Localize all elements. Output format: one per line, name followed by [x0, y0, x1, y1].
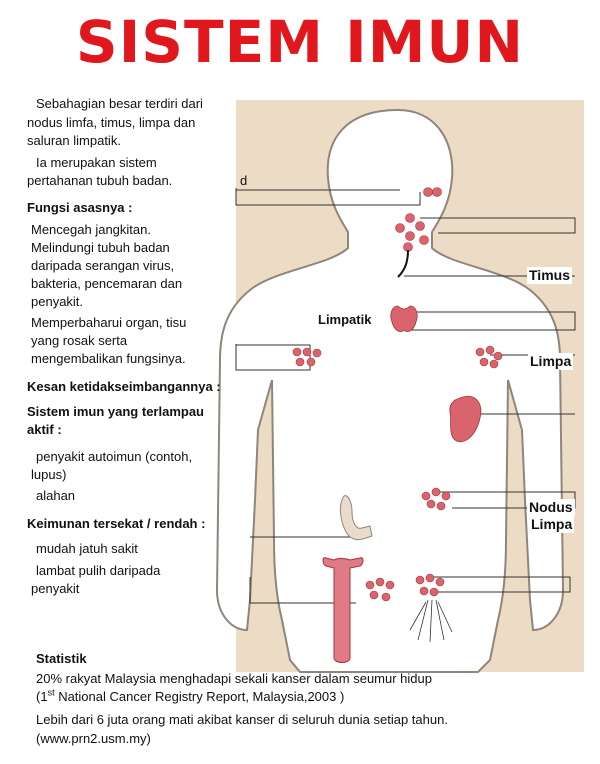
- kesan-heading: Kesan ketidakseimbangannya :: [27, 379, 221, 394]
- statistik-line-2: [36, 688, 344, 706]
- fungsi-line: mengembalikan fungsinya.: [31, 351, 186, 366]
- label-limpa-nodus: Limpa: [531, 516, 573, 532]
- intro-line-2: nodus limfa, timus, limpa dan: [27, 115, 196, 130]
- statistik-line-2-sup: st: [47, 687, 55, 698]
- kesan-subheading: Sistem imun yang terlampau: [27, 404, 204, 419]
- statistik-line-3: Lebih dari 6 juta orang mati akibat kanser di seluruh dunia setiap tahun.: [36, 712, 448, 727]
- statistik-line-1: 20% rakyat Malaysia menghadapi sekali kanser dalam seumur hidup: [36, 671, 432, 686]
- page-title: SISTEM IMUN: [75, 8, 525, 76]
- fungsi-line: Melindungi tubuh badan: [31, 240, 170, 255]
- intro-line-5: pertahanan tubuh badan.: [27, 173, 173, 188]
- fungsi-line: penyakit.: [31, 294, 84, 309]
- cropped-label: d: [240, 173, 248, 188]
- fungsi-heading: Fungsi asasnya :: [27, 200, 133, 215]
- statistik-line-2-post: National Cancer Registry Report, Malaysia,2003 ): [54, 689, 345, 704]
- fungsi-line: Mencegah jangkitan.: [31, 222, 151, 237]
- keimunan-item: penyakit: [31, 581, 80, 596]
- label-nodus: Nodus: [529, 499, 573, 515]
- intro-line-1: Sebahagian besar terdiri dari: [36, 96, 203, 111]
- keimunan-heading: Keimunan tersekat / rendah :: [27, 516, 206, 531]
- keimunan-item: mudah jatuh sakit: [36, 541, 138, 556]
- kesan-subheading: aktif :: [27, 422, 62, 437]
- kesan-item: lupus): [31, 467, 67, 482]
- fungsi-line: Memperbaharui organ, tisu: [31, 315, 187, 330]
- fungsi-line: bakteria, pencemaran dan: [31, 276, 183, 291]
- label-limpatik: Limpatik: [318, 312, 372, 327]
- fungsi-line: daripada serangan virus,: [31, 258, 175, 273]
- kesan-item: penyakit autoimun (contoh,: [36, 449, 193, 464]
- fungsi-line: yang rosak serta: [31, 333, 128, 348]
- label-limpa: Limpa: [530, 353, 572, 369]
- statistik-heading: Statistik: [36, 651, 87, 666]
- thymus-organ: [391, 306, 417, 332]
- intro-line-4: Ia merupakan sistem: [36, 155, 157, 170]
- kesan-item: alahan: [36, 488, 76, 503]
- label-timus: Timus: [529, 267, 570, 283]
- keimunan-item: lambat pulih daripada: [36, 563, 161, 578]
- intro-line-3: saluran limpatik.: [27, 133, 121, 148]
- statistik-line-4: (www.prn2.usm.my): [36, 731, 151, 746]
- statistik-line-2-pre: (1: [36, 689, 48, 704]
